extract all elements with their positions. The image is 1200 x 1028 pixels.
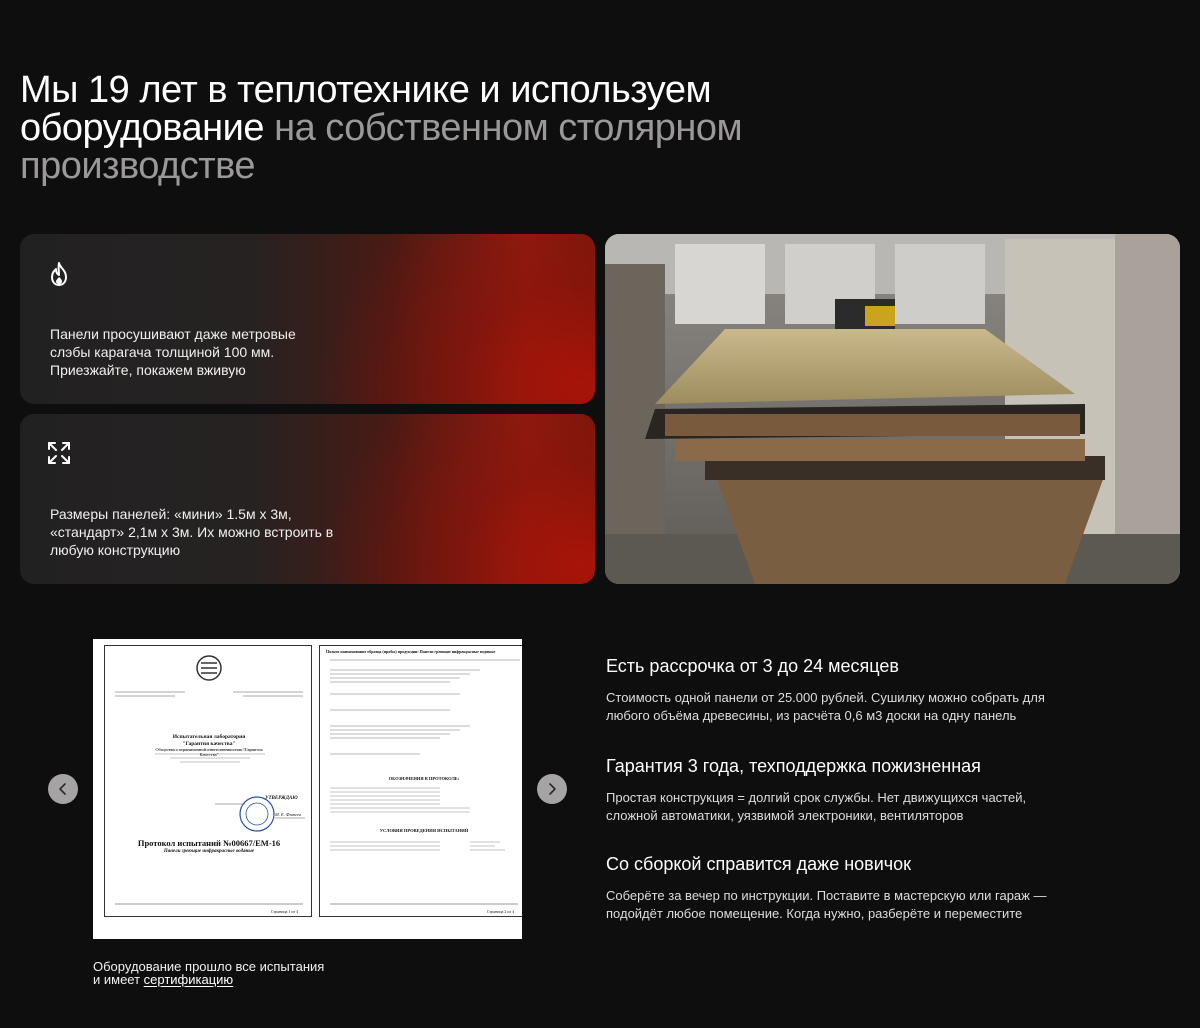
page-headline xyxy=(20,71,880,185)
feature-warranty xyxy=(606,755,1066,825)
cert-signature: М. Е. Фатеев xyxy=(275,812,302,817)
card-text: Размеры панелей: «мини» 1.5м х 3м, «стандарт» 2,1м х 3м. Их можно встроить в любую конструкцию xyxy=(50,506,334,558)
certificate-page-left xyxy=(104,645,312,917)
cert-org: Общество с ограниченной ответственностью "Гарантия Качества" xyxy=(155,747,263,757)
feature-installment xyxy=(606,655,1066,725)
feature-text: Стоимость одной панели от 25.000 рублей. Сушилку можно собрать для любого объёма древесины, из расчёта 0,6 м3 доски на одну панель xyxy=(606,690,1045,723)
cert-approved: УТВЕРЖДАЮ xyxy=(265,796,298,801)
feature-card-sizes xyxy=(20,414,595,584)
caption-line2 xyxy=(93,973,353,986)
feature-title: Гарантия 3 года, техподдержка пожизненная xyxy=(606,756,981,776)
feature-assembly xyxy=(606,853,1066,923)
card-text: Панели просушивают даже метровые слэбы карагача толщиной 100 мм. Приезжайте, покажем вживую xyxy=(50,326,296,378)
certificate-page-right xyxy=(319,645,522,917)
feature-title: Есть рассрочка от 3 до 24 месяцев xyxy=(606,656,899,676)
headline-muted: на собственном столярном производстве xyxy=(20,107,743,187)
feature-title: Со сборкой справится даже новичок xyxy=(606,854,912,874)
caption-line2-prefix: и имеет xyxy=(93,972,144,987)
flame-icon xyxy=(48,262,70,286)
cert-page-number-right: Страница 2 из 4 xyxy=(487,909,515,914)
certificate-image xyxy=(93,639,522,939)
feature-text: Простая конструкция = долгий срок службы. Нет движущихся частей, сложной автоматики, уязвимой электроники, вентиляторов xyxy=(606,790,1027,823)
carousel-next-button[interactable] xyxy=(537,774,567,804)
cert-right-section2: УСЛОВИЯ ПРОВЕДЕНИЯ ИСПЫТАНИЙ xyxy=(379,828,469,833)
workshop-photo xyxy=(605,234,1180,584)
chevron-right-icon xyxy=(547,782,557,796)
cert-right-header: Полное наименование образца (пробы) продукции: Панели греющие инфракрасные водяные xyxy=(326,649,496,654)
cert-right-section: ОБОЗНАЧЕНИЯ В ПРОТОКОЛЕ: xyxy=(388,776,460,781)
certification-link[interactable]: сертификацию xyxy=(143,972,234,987)
cert-page-number-left: Страница 1 из 4 xyxy=(271,909,299,914)
cert-protocol-title: Протокол испытаний №00667/ЕМ-16 xyxy=(137,838,281,848)
headline-main: Мы 19 лет в теплотехнике и используем оборудование xyxy=(20,69,712,149)
caption-line1: Оборудование прошло все испытания xyxy=(93,959,325,974)
cert-lab-title: Испытательная лаборатория xyxy=(172,734,246,740)
expand-icon xyxy=(48,442,70,466)
cert-lab-name: "Гарантия качества" xyxy=(182,741,236,747)
certificate-caption xyxy=(93,960,353,986)
cert-protocol-subtitle: Панели греющие инфракрасные водяные xyxy=(163,849,255,854)
feature-card-drying xyxy=(20,234,595,404)
carousel-prev-button[interactable] xyxy=(48,774,78,804)
chevron-left-icon xyxy=(58,782,68,796)
feature-text: Соберёте за вечер по инструкции. Поставите в мастерскую или гараж — подойдёт любое помещение. Когда нужно, разберёте и переместите xyxy=(606,888,1047,921)
